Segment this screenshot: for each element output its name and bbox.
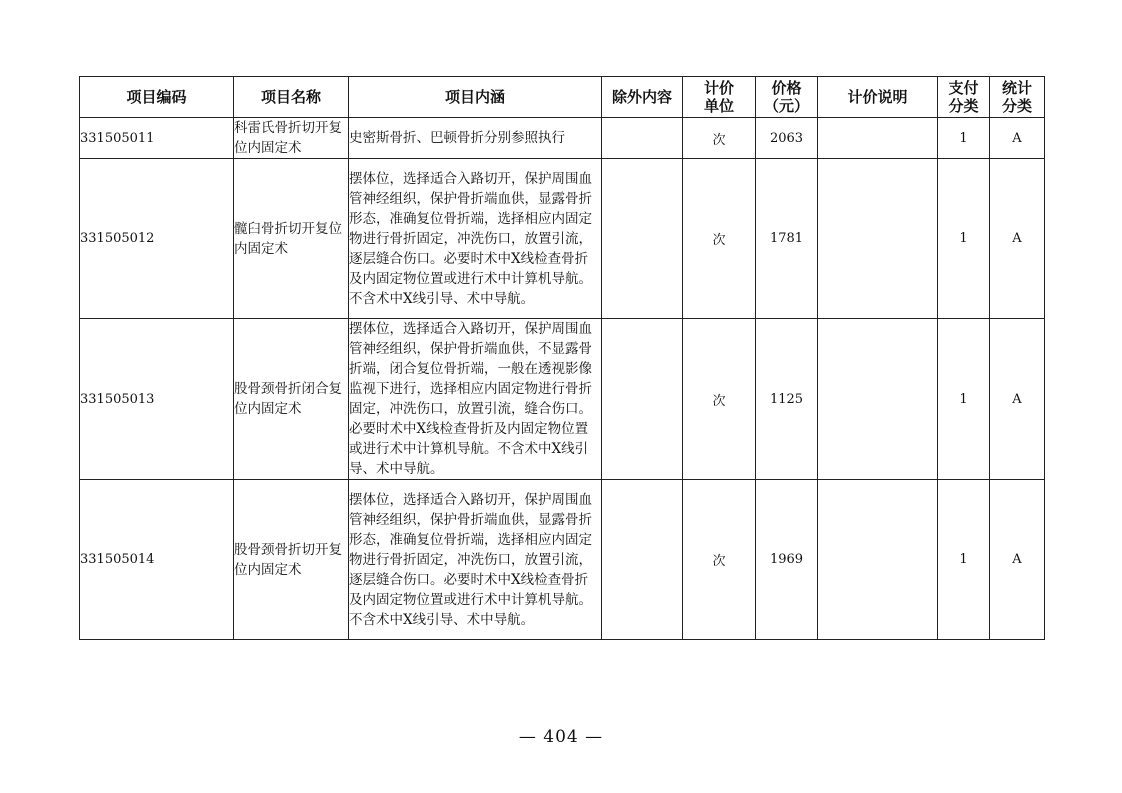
header-stat [990, 77, 1045, 118]
row-name: 科雷氏骨折切开复位内固定术 [234, 118, 349, 159]
header-price-line1: 价格 [771, 79, 802, 97]
header-note [818, 77, 938, 118]
row-exclude [602, 480, 683, 640]
table-row [80, 159, 1045, 319]
row-name: 股骨颈骨折切开复位内固定术 [234, 480, 349, 640]
header-unit-line1: 计价 [703, 79, 734, 97]
row-unit: 次 [683, 480, 756, 640]
header-name-label: 项目名称 [260, 88, 321, 106]
row-pay: 1 [938, 118, 990, 159]
row-unit: 次 [683, 319, 756, 480]
row-stat: A [990, 319, 1045, 480]
row-price: 1781 [756, 159, 818, 319]
row-note [818, 480, 938, 640]
header-exclude-label: 除外内容 [611, 88, 672, 106]
row-unit: 次 [683, 159, 756, 319]
header-pay-line2: 分类 [948, 97, 979, 115]
header-code [80, 77, 234, 118]
row-price: 1969 [756, 480, 818, 640]
row-pay: 1 [938, 319, 990, 480]
row-name: 髋臼骨折切开复位内固定术 [234, 159, 349, 319]
row-code: 331505013 [80, 319, 234, 480]
page-number: — 404 — [518, 727, 604, 747]
row-name: 股骨颈骨折闭合复位内固定术 [234, 319, 349, 480]
row-stat: A [990, 159, 1045, 319]
row-content: 摆体位，选择适合入路切开，保护周围血管神经组织，保护骨折端血供，显露骨折形态，准确复位骨折端，选择相应内固定物进行骨折固定，冲洗伤口，放置引流，逐层缝合伤口。必要时术中X线检查骨折及内固定物位置或进行术中计算机导航。不含术中X线引导、术中导航。 [349, 480, 602, 640]
fee-table [79, 76, 1045, 640]
row-code: 331505014 [80, 480, 234, 640]
row-price: 1125 [756, 319, 818, 480]
row-code: 331505012 [80, 159, 234, 319]
row-stat: A [990, 118, 1045, 159]
header-name [234, 77, 349, 118]
header-content [349, 77, 602, 118]
header-price [756, 77, 818, 118]
row-note [818, 118, 938, 159]
table-row [80, 319, 1045, 480]
header-content-label: 项目内涵 [444, 88, 505, 106]
row-exclude [602, 118, 683, 159]
row-code: 331505011 [80, 118, 234, 159]
row-content: 史密斯骨折、巴顿骨折分别参照执行 [349, 118, 602, 159]
table-row [80, 118, 1045, 159]
row-pay: 1 [938, 480, 990, 640]
row-note [818, 159, 938, 319]
header-unit-line2: 单位 [703, 97, 734, 115]
row-price: 2063 [756, 118, 818, 159]
header-code-label: 项目编码 [126, 88, 187, 106]
header-stat-line2: 分类 [1001, 97, 1032, 115]
row-exclude [602, 159, 683, 319]
row-unit: 次 [683, 118, 756, 159]
header-exclude [602, 77, 683, 118]
header-pay-line1: 支付 [948, 79, 979, 97]
header-row [80, 77, 1045, 118]
table-row [80, 480, 1045, 640]
row-pay: 1 [938, 159, 990, 319]
row-stat: A [990, 480, 1045, 640]
header-price-line2: （元） [763, 97, 809, 115]
header-pay [938, 77, 990, 118]
header-stat-line1: 统计 [1001, 79, 1032, 97]
row-note [818, 319, 938, 480]
header-unit [683, 77, 756, 118]
header-note-label: 计价说明 [847, 88, 908, 106]
row-content: 摆体位，选择适合入路切开，保护周围血管神经组织，保护骨折端血供，显露骨折形态，准确复位骨折端，选择相应内固定物进行骨折固定，冲洗伤口，放置引流，逐层缝合伤口。必要时术中X线检查骨折及内固定物位置或进行术中计算机导航。不含术中X线引导、术中导航。 [349, 159, 602, 319]
row-exclude [602, 319, 683, 480]
row-content: 摆体位，选择适合入路切开，保护周围血管神经组织，保护骨折端血供，不显露骨折端，闭合复位骨折端，一般在透视影像监视下进行，选择相应内固定物进行骨折固定，冲洗伤口，放置引流，缝合伤口。必要时术中X线检查骨折及内固定物位置或进行术中计算机导航。不含术中X线引导、术中导航。 [349, 319, 602, 480]
